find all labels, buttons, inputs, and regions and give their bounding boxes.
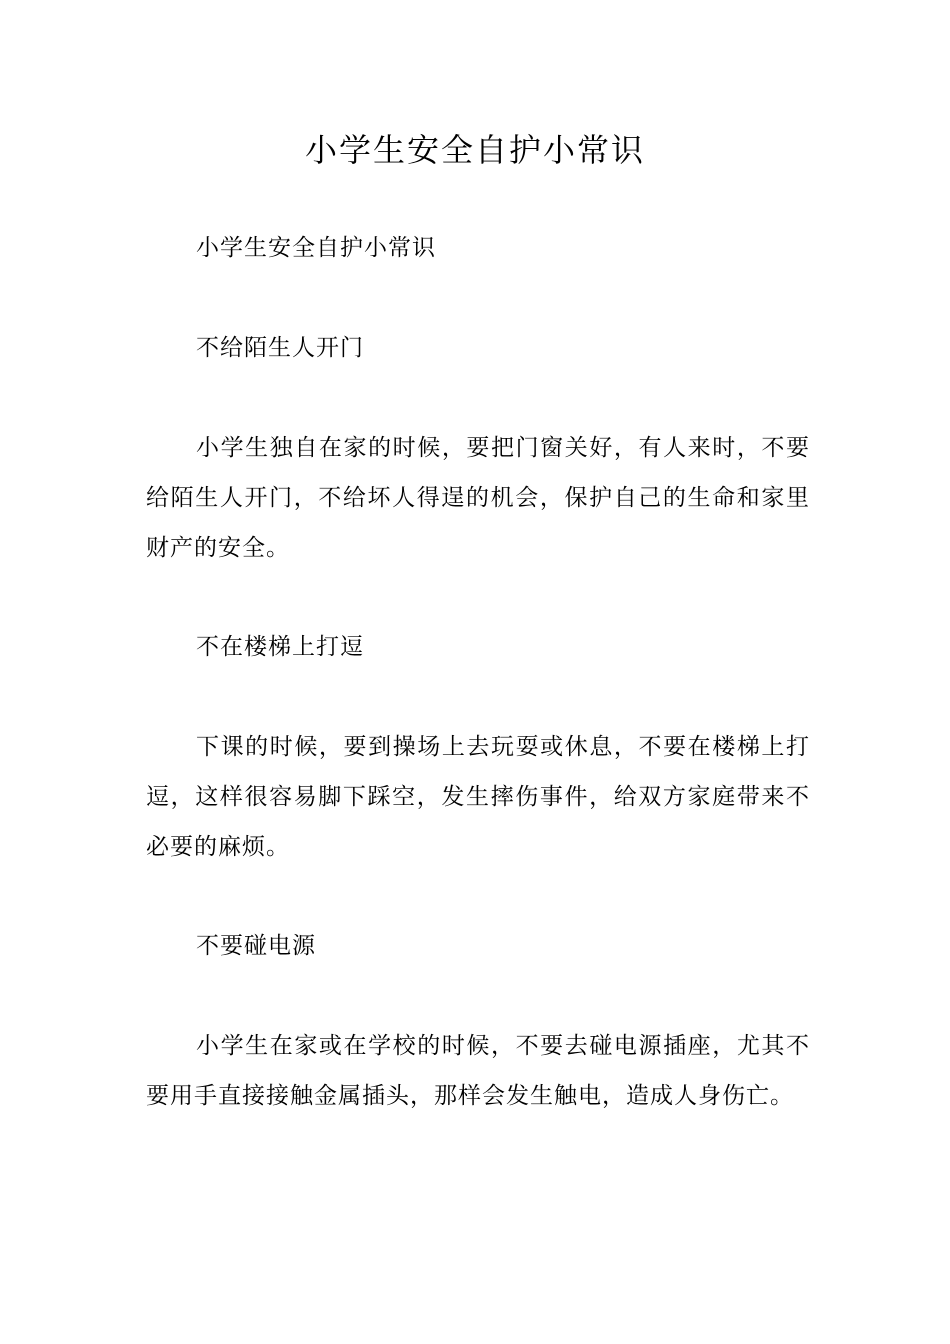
section-heading-power: 不要碰电源 bbox=[196, 933, 316, 959]
document-title: 小学生安全自护小常识 bbox=[304, 131, 645, 169]
section-body-power: 小学生在家或在学校的时候，不要去碰电源插座，尤其不要用手直接接触金属插头，那样会发生触电，造成人身伤亡。 bbox=[146, 1033, 810, 1109]
section-heading-stairs: 不在楼梯上打逗 bbox=[196, 634, 364, 660]
section-body-stranger: 小学生独自在家的时候，要把门窗关好，有人来时，不要给陌生人开门，不给坏人得逞的机会，保护自己的生命和家里财产的安全。 bbox=[146, 435, 810, 561]
section-heading-stranger: 不给陌生人开门 bbox=[196, 335, 364, 361]
section-body-stairs: 下课的时候，要到操场上去玩耍或休息，不要在楼梯上打逗，这样很容易脚下踩空，发生摔伤事件，给双方家庭带来不必要的麻烦。 bbox=[146, 734, 810, 860]
document-subtitle: 小学生安全自护小常识 bbox=[196, 235, 436, 261]
